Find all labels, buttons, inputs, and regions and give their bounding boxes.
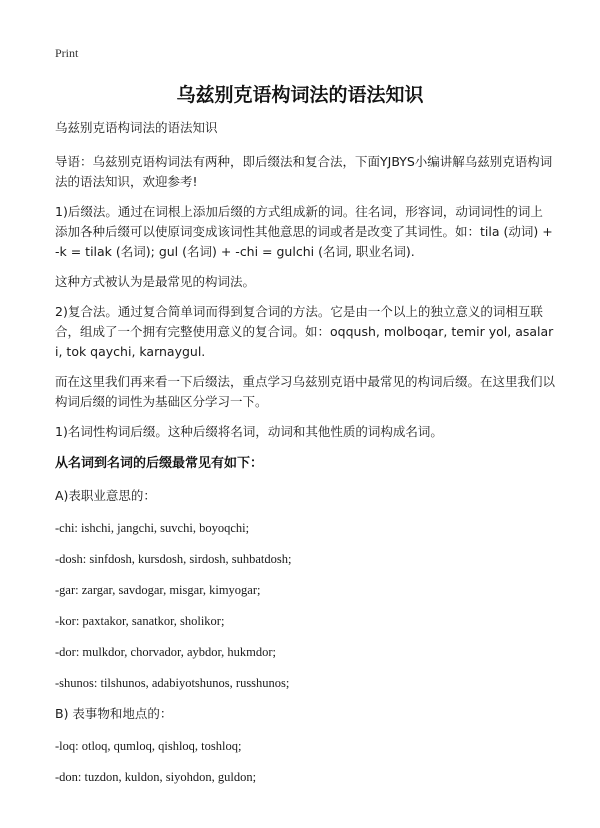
common-method-paragraph: 这种方式被认为是最常见的构词法。 bbox=[55, 274, 256, 289]
list-item: -shunos: tilshunos, adabiyotshunos, russhunos; bbox=[55, 676, 290, 690]
suffix-method-paragraph: 1)后缀法。通过在词根上添加后缀的方式组成新的词。往名词，形容词，动词词性的词上添加各种后缀可以使原词变成该词性其他意思的词或者是改变了其词性。如：tila (动词) + -k = tilak (名词); gul (名词) + -chi = gulchi (名词, 职业名词). bbox=[55, 204, 553, 259]
section-b-label: B) 表事物和地点的： bbox=[55, 706, 173, 721]
compound-method-paragraph: 2)复合法。通过复合简单词而得到复合词的方法。它是由一个以上的独立意义的词相互联合，组成了一个拥有完整使用意义的复合词。如：oqqush, molboqar, temir yol, asalari, tok qaychi, karnaygul. bbox=[55, 304, 554, 359]
list-item: -kor: paxtakor, sanatkor, sholikor; bbox=[55, 614, 225, 628]
print-label[interactable]: Print bbox=[55, 46, 79, 60]
list-item: -gar: zargar, savdogar, misgar, kimyogar; bbox=[55, 583, 261, 597]
article-body bbox=[55, 118, 555, 798]
page-title: 乌兹别克语构词法的语法知识 bbox=[176, 84, 424, 106]
list-item: -dor: mulkdor, chorvador, aybdor, hukmdor; bbox=[55, 645, 277, 659]
intro-paragraph: 导语：乌兹别克语构词法有两种，即后缀法和复合法，下面YJBYS小编讲解乌兹别克语构词法的语法知识，欢迎参考! bbox=[55, 154, 553, 189]
section-a-label: A)表职业意思的： bbox=[55, 488, 156, 503]
focus-paragraph: 而在这里我们再来看一下后缀法，重点学习乌兹别克语中最常见的构词后缀。在这里我们以构词后缀的词性为基础区分学习一下。 bbox=[55, 374, 556, 409]
section-b-list bbox=[55, 736, 555, 787]
list-item: -chi: ishchi, jangchi, suvchi, boyoqchi; bbox=[55, 521, 250, 535]
article-subtitle: 乌兹别克语构词法的语法知识 bbox=[55, 120, 218, 135]
list-item: -loq: otloq, qumloq, qishloq, toshloq; bbox=[55, 739, 242, 753]
section-heading: 从名词到名词的后缀最常见有如下： bbox=[55, 456, 264, 471]
list-item: -don: tuzdon, kuldon, siyohdon, guldon; bbox=[55, 770, 257, 784]
list-item: -dosh: sinfdosh, kursdosh, sirdosh, suhbatdosh; bbox=[55, 552, 292, 566]
section-a-list bbox=[55, 518, 555, 693]
noun-suffix-paragraph: 1)名词性构词后缀。这种后缀将名词，动词和其他性质的词构成名词。 bbox=[55, 424, 443, 439]
